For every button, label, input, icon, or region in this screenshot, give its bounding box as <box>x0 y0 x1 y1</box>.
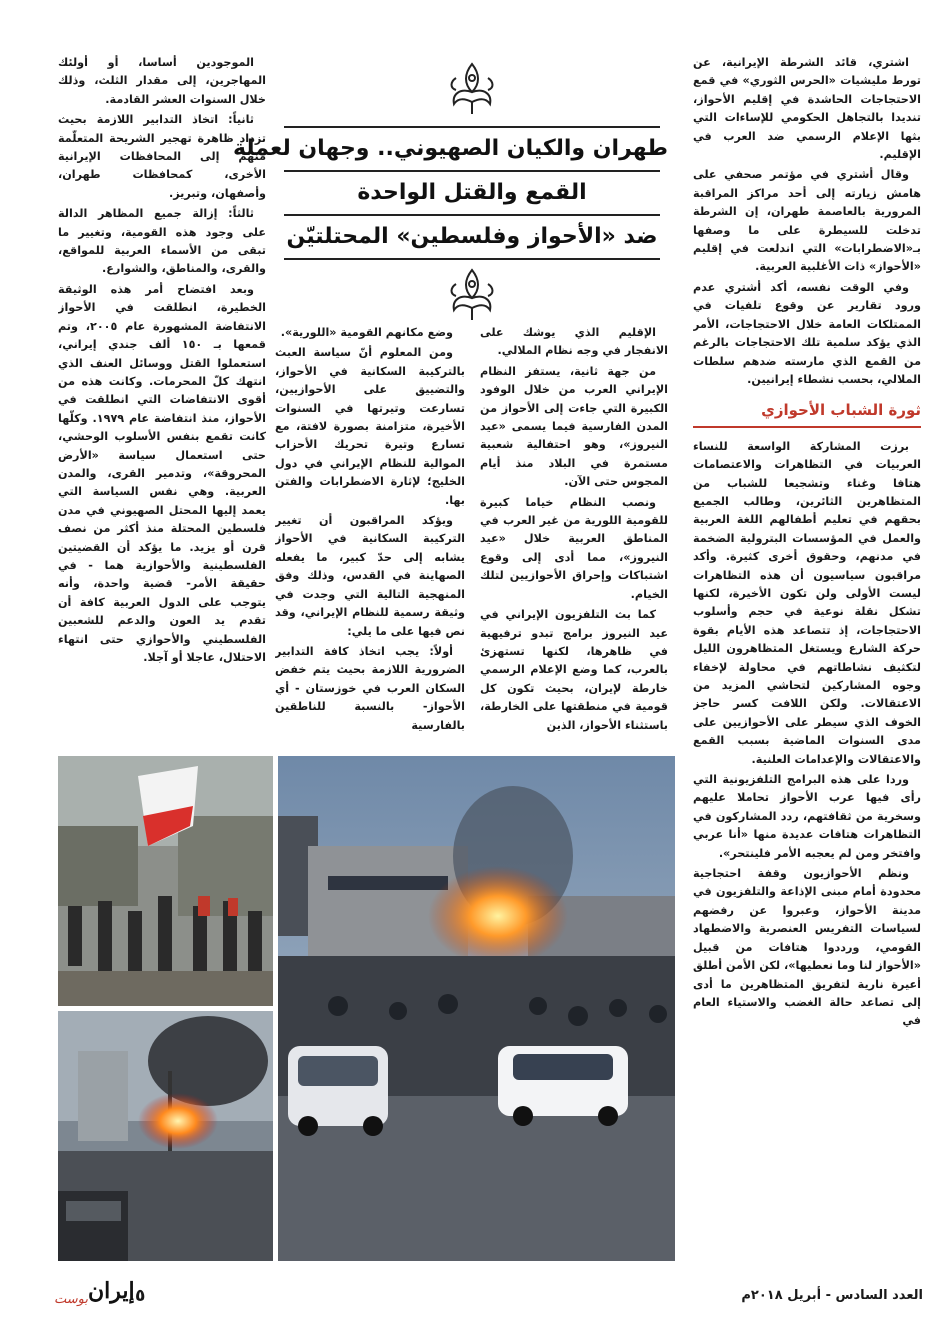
section-subheading: ثورة الشباب الأحوازي <box>693 397 921 427</box>
paragraph: ويؤكد المراقبون أن تغيير التركيبة السكانية في الأحواز يشابه إلى حدّ كبير، ما يفعله الصهاينة في القدس، وذلك وفق المنهجية التالية التي وجدت في وثيقة رسمية للنظام الإيراني، وقد نص فيها على ما يلي: <box>275 514 465 638</box>
burning-tire-photo <box>58 1011 273 1261</box>
paragraph: وردا على هذه البرامج التلفزيونية التي رأى فيها عرب الأحواز تحاملا عليهم وسخرية من ثقافتهم، ردد المشاركون في التظاهرات هتافات عديدة منها «أنا عربي وافتخر ومن لم يعجبه الأمر فلينتحر». <box>693 773 921 860</box>
paragraph: ونظم الأحوازيون وقفة احتجاجية محدودة أمام مبنى الإذاعة والتلفزيون في مدينة الأحواز، وعبروا عن رفضهم لسياسات التفريس العنصرية والاضطهاد القومي، ورددوا هتافات من قبيل «الأحواز لنا وما نعطيها»، لكن الأمن أطلق أعيرة نارية لتفريق المتظاهرين ما أدى إلى تصاعد حالة الغضب والاستياء العام في <box>693 867 921 1028</box>
paragraph: أولاً: يجب اتخاذ كافة التدابير الضرورية اللازمة بحيث يتم خفض السكان العرب في خوزستان - أي الأحواز- بالنسبة للناطقين بالفارسية <box>275 644 465 732</box>
issue-label: العدد السادس - أبريل ٢٠١٨م <box>741 1288 923 1303</box>
title-rule <box>284 258 660 260</box>
paragraph: وضع مكانهم القومية «اللورية». <box>280 326 453 339</box>
paragraph: اشتري، قائد الشرطة الإيرانية، عن تورط مليشيات «الحرس الثوري» في قمع الاحتجاجات الحاشدة في إقليم الأحواز، تنديدا بالتجاهل الحكومي للإساءات التي بثها الإعلام الرسمي ضد العرب في الإقليم. <box>693 56 921 162</box>
article-title-block <box>232 58 668 320</box>
page-footer <box>0 1278 945 1318</box>
article-title-line-1: طهران والكيان الصهيوني.. وجهان لعملة <box>232 136 668 161</box>
street-fire-photo <box>278 756 675 1261</box>
page-number: ٥ <box>135 1286 146 1306</box>
paragraph: وفي الوقت نفسه، أكد أشتري عدم ورود تقارير عن وقوع تلفيات في الممتلكات العامة خلال الاحتجاجات، الأمر الذي يؤكد سلمية تلك الاحتجاجات بالرغم من القمع الذي مارسته ضدهم سلطات الملالي، بحسب نشطاء إيرانيين. <box>693 280 921 386</box>
column-middle-right <box>480 324 668 744</box>
ornament-top-icon <box>442 58 502 118</box>
article-title-line-3: ضد «الأحواز وفلسطين» المحتلتيّن <box>286 224 658 249</box>
publication-logo <box>48 1278 135 1312</box>
article-title-line-2: القمع والقتل الواحدة <box>357 180 587 205</box>
title-rule <box>284 126 660 128</box>
column-middle-left <box>275 324 465 744</box>
photo-collage <box>58 756 675 1261</box>
paragraph: وقال أشتري في مؤتمر صحفي على هامش زيارته إلى أحد مراكز المراقبة المرورية بالعاصمة طهران، إن الشرطة تدخلت للسيطرة على ما وصفها بـ«الاضطرابات» التي اندلعت في إقليم «الأحواز» ذات الأغلبية العربية. <box>693 168 921 274</box>
ornament-bottom-icon <box>442 264 502 324</box>
paragraph: كما بث التلفزيون الإيراني في عيد النيروز برامج تبدو ترفيهية في ظاهرها، لكنها تستهزئ بالعرب، كما وضع الإعلام الرسمي خارطة لإيران، بحيث تكون كل قومية في منطقتها على الخارطة، باستثناء الأحواز، الذين <box>480 608 668 732</box>
paragraph: برزت المشاركة الواسعة للنساء العربيات في التظاهرات والاعتصامات هتافا وغناء وتشجيعا للشباب من المتظاهرين الثائرين، وطالب الجميع بحقهم في تعليم أطفالهم اللغة العربية والعمل في المؤسسات البترولية الضخمة في مدنهم، وحقوق أخرى كثيرة. وأكد مراقبون سياسيون أن هذه التظاهرات ليست الأولى ولن تكون الأخيرة، لكنها تشكل نقلة نوعية في حجم وأسلوب الاحتجاجات، إذ تتصاعد هذه الأيام بقوة حركة الشارع ويستغل المتظاهرون الليل لتكثيف نشاطاتهم في محاولة لإخفاء وجوه المشاركين لتحاشي المزيد من الاعتقالات. ولكن اللافت كسر حاجز الخوف الذي سيطر على الأحوازيين على مدى السنوات الماضية بسبب القمع والاعتقالات والإعدامات العلنية. <box>693 439 921 766</box>
column-right <box>693 54 921 1259</box>
paragraph: ونصب النظام خياما كبيرة للقومية اللورية من غير العرب في المناطق العربية خلال «عيد النيروز»، مما أدى إلى وقوع اشتباكات وإحراق الأحوازيين لتلك الخيام. <box>480 495 668 601</box>
paragraph: ثالثاً: إزالة جميع المظاهر الدالة على وجود هذه القومية، وتغيير ما تبقى من الأسماء العربية للمواقع، والقرى، والمناطق، والشوارع. <box>58 207 266 276</box>
logo-subtitle: بوست <box>54 1292 88 1307</box>
paragraph: الموجودين أساسا، أو أولئك المهاجرين، إلى مقدار الثلث، وذلك خلال السنوات العشر القادمة. <box>58 56 266 106</box>
title-rule <box>284 170 660 172</box>
paragraph: ثانياً: اتخاذ التدابير اللازمة بحيث تزداد ظاهرة تهجير الشريحة المتعلّمة منهم إلى المحافظات الإيرانية الأخرى، كمحافظات طهران، وأصفهان، وتبريز. <box>58 113 266 200</box>
column-left <box>58 54 266 744</box>
paragraph: وبعد افتضاح أمر هذه الوثيقة الخطيرة، انطلقت في الأحواز الانتفاضة المشهورة عام ٢٠٠٥، وتم قمعها بـ ١٥٠ ألف جندي إيراني، استعملوا القتل ووسائل العنف الذي انتهك كلّ المحرمات. وكانت هذه من أقوى الانتفاضات التي انطلقت في الأحواز، منذ انتفاضة عام ١٩٧٩. وكلّها كانت تقمع بنفس الأسلوب الوحشي، حتى استعمال سياسة «الأرض المحروقة»، وتدمير القرى، والمدن العربية. وهي نفس السياسة التي يعمد إليها المحتل الصهيوني في مدن فلسطين المحتلة منذ أكثر من نصف قرن أو يزيد. ما يؤكد أن القضيتين الفلسطينية والأحوازية هما - في حقيقة الأمر- قضية واحدة، وأنه يتوجب على الدول العربية كافة أن تقدم يد العون والدعم للشعبين الفلسطيني والأحوازي حتى انتهاء الاحتلال، عاجلا أو آجلا. <box>58 282 266 664</box>
paragraph: ومن المعلوم أنّ سياسة العبث بالتركيبة السكانية في الأحواز، والتضييق على الأحوازيين، تسارعت وتيرتها في السنوات الأخيرة، متزامنة بصورة لافتة، مع تسارع وتيرة تحريك الأحزاب الموالية للنظام الإيراني في دول الخليج؛ لإثارة الاضطرابات والفتن بها. <box>275 346 465 507</box>
logo-wordmark: إيران <box>88 1278 135 1304</box>
paragraph: من جهة ثانية، يستفز النظام الإيراني العرب من خلال الوفود الكبيرة التي جاءت إلى الأحواز من المدن الفارسية فيما يسمى «عيد النيروز»، وهو احتفالية شعبية مستمرة في البلاد منذ أيام المجوس حتى الآن. <box>480 364 668 489</box>
title-rule <box>284 214 660 216</box>
paragraph: الإقليم الذي يوشك على الانفجار في وجه نظام الملالي. <box>480 326 668 358</box>
protest-crowd-photo <box>58 756 273 1006</box>
